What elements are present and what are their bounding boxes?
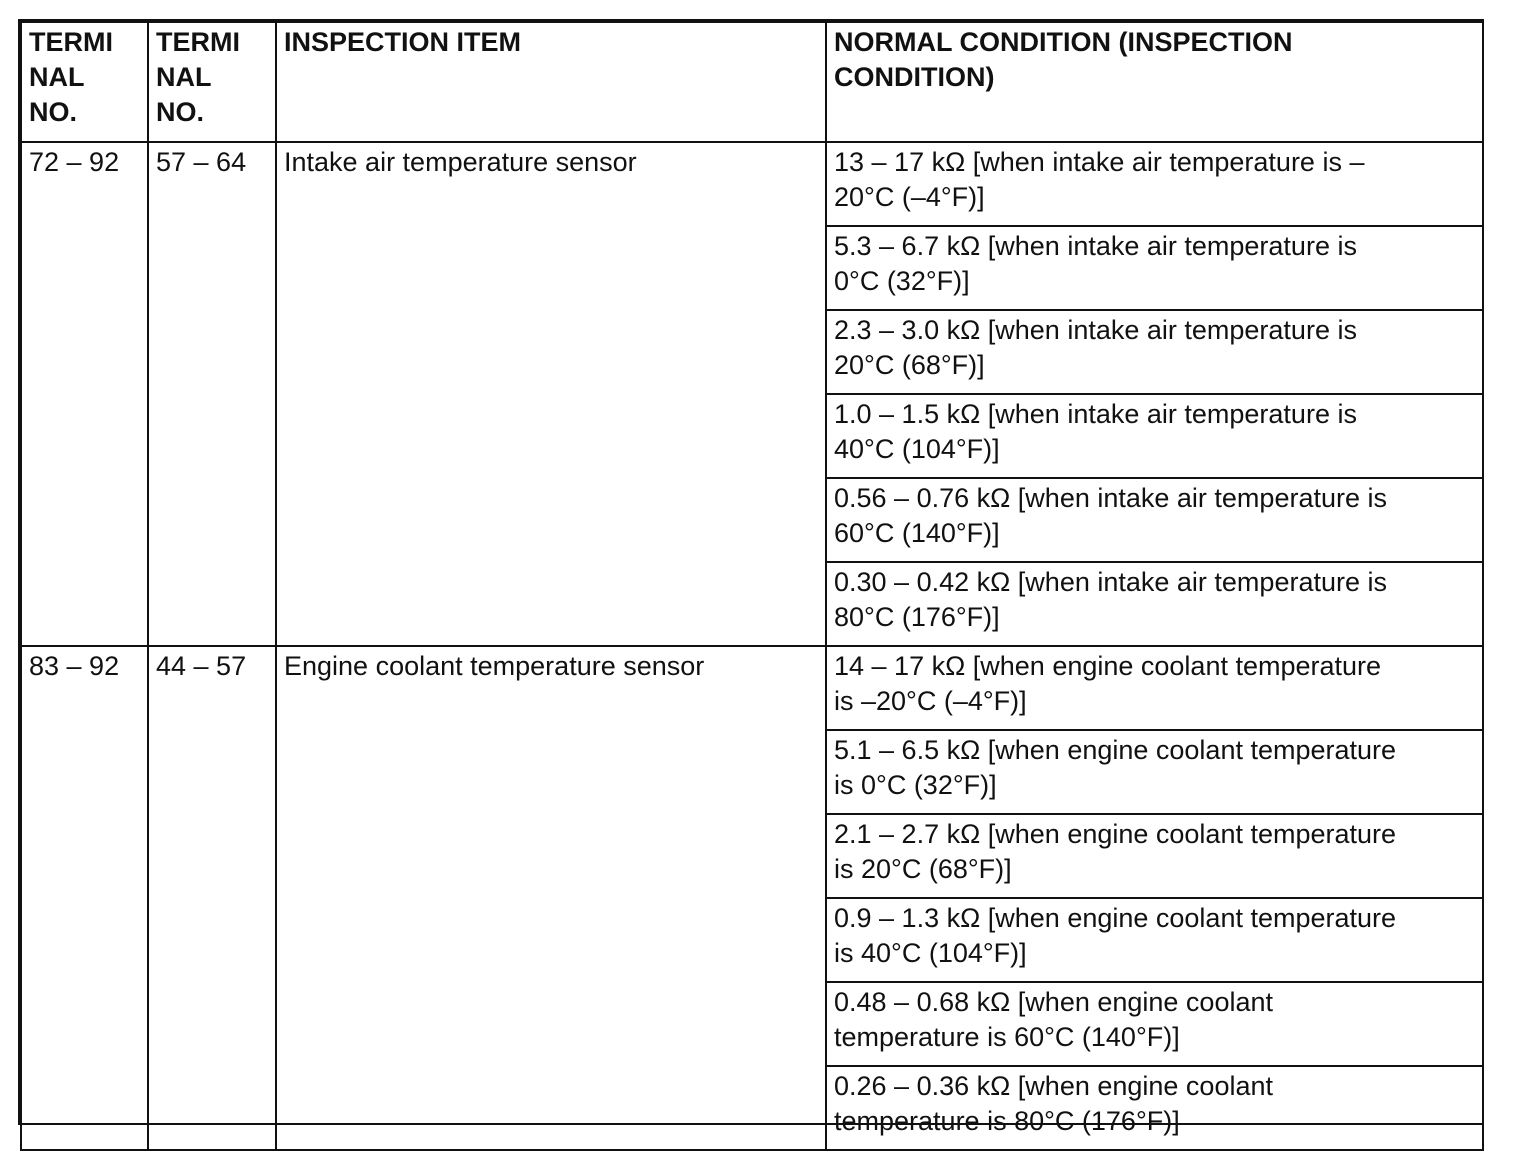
header-terminal-no-b	[148, 22, 276, 142]
normal-condition-cell	[826, 394, 1483, 478]
condition-text-line: 80°C (176°F)]	[834, 602, 1000, 632]
normal-condition-cell	[826, 730, 1483, 814]
header-text-line: CONDITION)	[834, 62, 995, 92]
normal-condition-cell	[826, 562, 1483, 646]
condition-text-line: 2.3 – 3.0 kΩ [when intake air temperature is	[834, 315, 1357, 345]
condition-text-line: 0.56 – 0.76 kΩ [when intake air temperature is	[834, 483, 1387, 513]
condition-text-line: 40°C (104°F)]	[834, 434, 1000, 464]
header-text-line: NO.	[156, 97, 205, 127]
condition-text-line: 5.1 – 6.5 kΩ [when engine coolant temperature	[834, 735, 1397, 765]
condition-text-line: 5.3 – 6.7 kΩ [when intake air temperature is	[834, 231, 1357, 261]
condition-text-line: 0.48 – 0.68 kΩ [when engine coolant	[834, 987, 1274, 1017]
condition-text-line: 0.9 – 1.3 kΩ [when engine coolant temperature	[834, 903, 1397, 933]
condition-text-line: temperature is 60°C (140°F)]	[834, 1022, 1180, 1052]
terminal-no-b-cell: 44 – 57	[148, 646, 276, 1150]
normal-condition-cell	[826, 982, 1483, 1066]
header-inspection-item	[276, 22, 826, 142]
terminal-no-b-cell: 57 – 64	[148, 142, 276, 646]
header-text-line: INSPECTION ITEM	[284, 27, 522, 57]
condition-text-line: 2.1 – 2.7 kΩ [when engine coolant temperature	[834, 819, 1397, 849]
header-normal-condition	[826, 22, 1483, 142]
inspection-table	[20, 21, 1484, 1151]
normal-condition-cell	[826, 1066, 1483, 1150]
terminal-no-a-cell: 83 – 92	[21, 646, 148, 1150]
inspection-table-sheet	[18, 19, 1484, 1136]
inspection-item-cell: Engine coolant temperature sensor	[276, 646, 826, 1150]
table-row	[21, 142, 1483, 226]
normal-condition-cell	[826, 898, 1483, 982]
condition-text-line: is 20°C (68°F)]	[834, 854, 1012, 884]
header-text-line: TERMI	[156, 27, 240, 57]
normal-condition-cell	[826, 814, 1483, 898]
table-row	[21, 646, 1483, 730]
header-terminal-no-a	[21, 22, 148, 142]
condition-text-line: 1.0 – 1.5 kΩ [when intake air temperature is	[834, 399, 1357, 429]
condition-text-line: 0.30 – 0.42 kΩ [when intake air temperature is	[834, 567, 1387, 597]
condition-text-line: 0°C (32°F)]	[834, 266, 970, 296]
normal-condition-cell	[826, 310, 1483, 394]
condition-text-line: is 40°C (104°F)]	[834, 938, 1027, 968]
terminal-no-a-cell: 72 – 92	[21, 142, 148, 646]
header-text-line: NAL	[156, 62, 212, 92]
normal-condition-cell	[826, 646, 1483, 730]
condition-text-line: 13 – 17 kΩ [when intake air temperature is –	[834, 147, 1365, 177]
header-text-line: NO.	[29, 97, 78, 127]
header-row	[21, 22, 1483, 142]
header-text-line: TERMI	[29, 27, 113, 57]
condition-text-line: temperature is 80°C (176°F)]	[834, 1106, 1180, 1136]
condition-text-line: 60°C (140°F)]	[834, 518, 1000, 548]
header-text-line: NAL	[29, 62, 85, 92]
condition-text-line: 14 – 17 kΩ [when engine coolant temperature	[834, 651, 1382, 681]
condition-text-line: 20°C (–4°F)]	[834, 182, 985, 212]
inspection-item-cell: Intake air temperature sensor	[276, 142, 826, 646]
condition-text-line: 20°C (68°F)]	[834, 350, 985, 380]
header-text-line: NORMAL CONDITION (INSPECTION	[834, 27, 1293, 57]
normal-condition-cell	[826, 226, 1483, 310]
condition-text-line: is –20°C (–4°F)]	[834, 686, 1027, 716]
condition-text-line: 0.26 – 0.36 kΩ [when engine coolant	[834, 1071, 1274, 1101]
condition-text-line: is 0°C (32°F)]	[834, 770, 997, 800]
normal-condition-cell	[826, 478, 1483, 562]
normal-condition-cell	[826, 142, 1483, 226]
